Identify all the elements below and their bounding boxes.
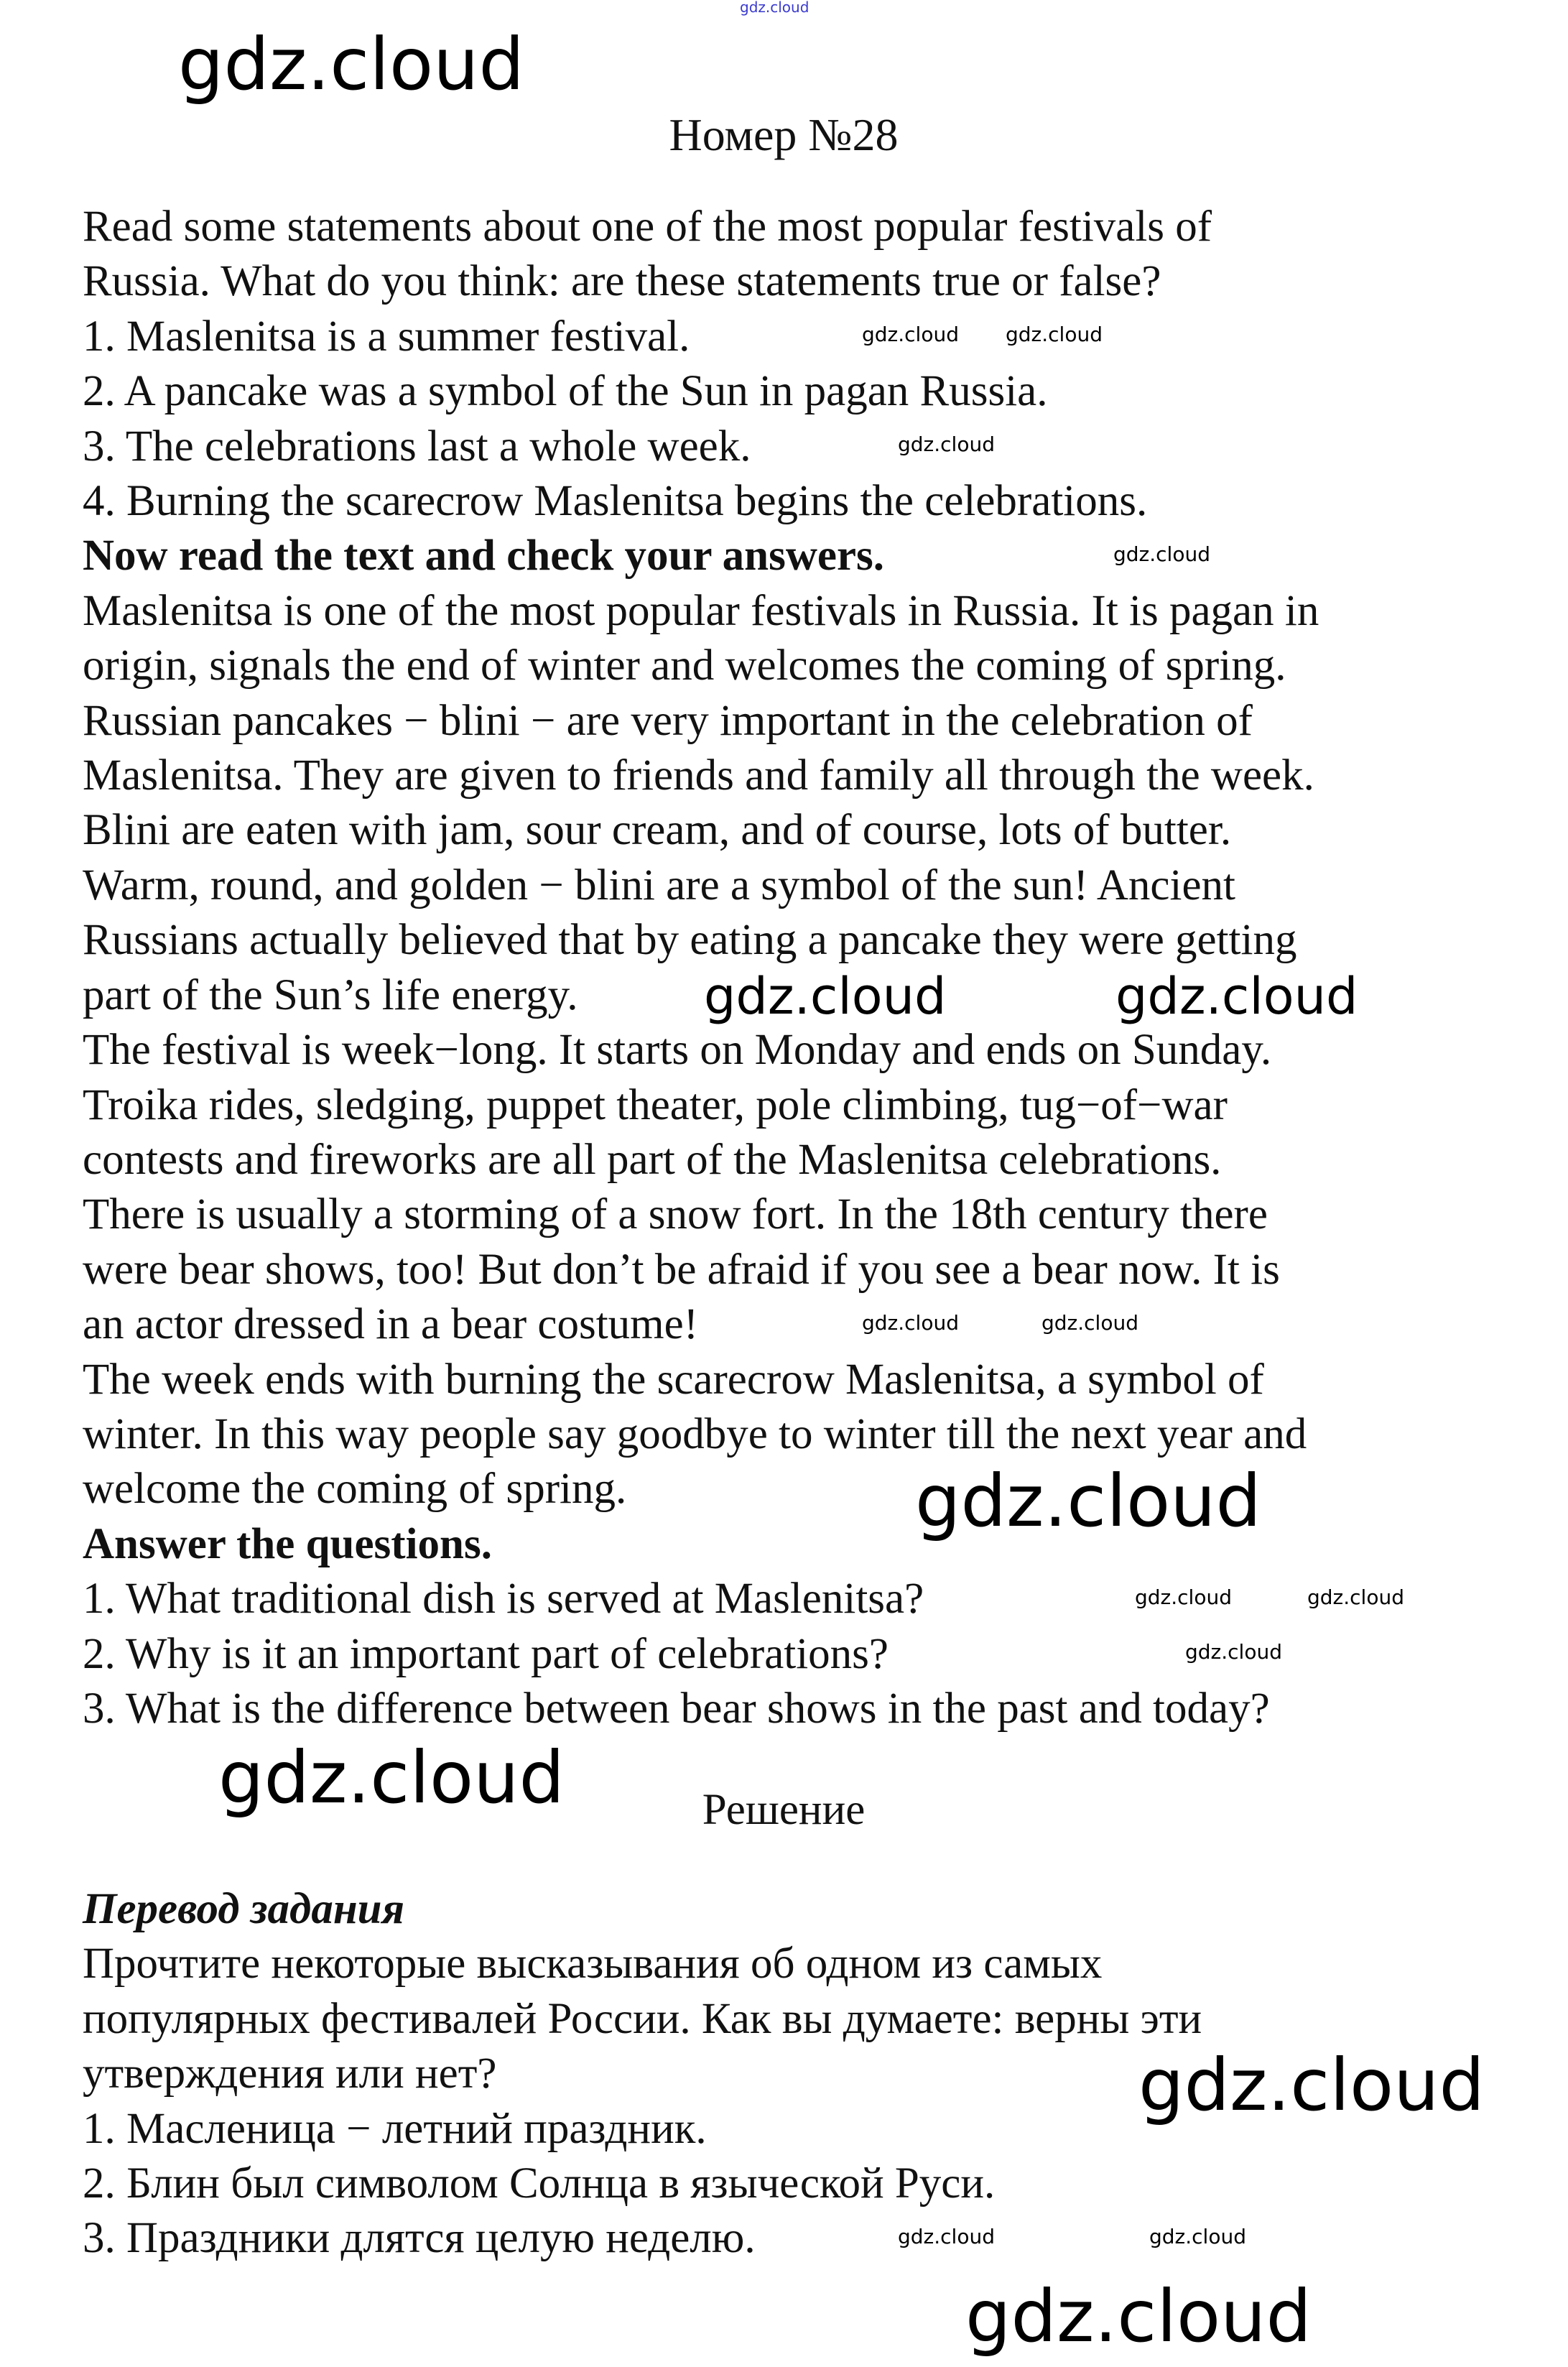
watermark: gdz.cloud [965, 2274, 1312, 2358]
text-line: 3. The celebrations last a whole week. [83, 422, 751, 471]
watermark: gdz.cloud [218, 1736, 565, 1820]
watermark: gdz.cloud [1138, 2043, 1485, 2127]
section-heading: Now read the text and check your answers. [83, 532, 885, 580]
text-line: origin, signals the end of winter and welcomes the coming of spring. [83, 641, 1286, 690]
text-line: 2. A pancake was a symbol of the Sun in pagan Russia. [83, 367, 1048, 416]
text-line: were bear shows, too! But don’t be afraid if you see a bear now. It is [83, 1245, 1280, 1294]
watermark: gdz.cloud [862, 1311, 959, 1335]
text-line: 2. Why is it an important part of celebrations? [83, 1629, 889, 1678]
text-line: 1. Maslenitsa is a summer festival. [83, 312, 690, 361]
watermark: gdz.cloud [1135, 1585, 1232, 1609]
text-line: 3. What is the difference between bear shows in the past and today? [83, 1684, 1270, 1733]
section-heading: Answer the questions. [83, 1519, 492, 1568]
watermark: gdz.cloud [1185, 1640, 1282, 1664]
text-line: welcome the coming of spring. [83, 1465, 627, 1514]
watermark-top: gdz.cloud [740, 0, 809, 16]
watermark: gdz.cloud [1307, 1585, 1404, 1609]
text-line: 1. What traditional dish is served at Maslenitsa? [83, 1575, 924, 1623]
section-heading: Перевод задания [83, 1885, 405, 1933]
watermark: gdz.cloud [704, 967, 947, 1026]
text-line: winter. In this way people say goodbye to winter till the next year and [83, 1409, 1307, 1458]
solution-heading: Решение [702, 1786, 866, 1834]
text-line: part of the Sun’s life energy. [83, 971, 578, 1019]
watermark: gdz.cloud [898, 2225, 995, 2248]
text-line: утверждения или нет? [83, 2049, 497, 2098]
text-line: Blini are eaten with jam, sour cream, and of course, lots of butter. [83, 806, 1232, 855]
text-line: Russia. What do you think: are these statements true or false? [83, 257, 1161, 306]
text-line: Warm, round, and golden − blini are a symbol of the sun! Ancient [83, 861, 1235, 909]
page-title: Номер №28 [669, 109, 899, 160]
watermark: gdz.cloud [898, 432, 995, 456]
watermark: gdz.cloud [1149, 2225, 1246, 2248]
text-line: There is usually a storming of a snow fort. In the 18th century there [83, 1190, 1268, 1239]
watermark: gdz.cloud [1006, 323, 1103, 346]
text-line: Maslenitsa. They are given to friends and family all through the week. [83, 751, 1314, 800]
watermark: gdz.cloud [1115, 967, 1358, 1026]
text-line: Troika rides, sledging, puppet theater, pole climbing, tug−of−war [83, 1080, 1228, 1129]
text-line: Read some statements about one of the most popular festivals of [83, 203, 1212, 251]
text-line: 4. Burning the scarecrow Maslenitsa begins the celebrations. [83, 477, 1148, 526]
watermark: gdz.cloud [915, 1459, 1262, 1543]
text-line: Maslenitsa is one of the most popular festivals in Russia. It is pagan in [83, 586, 1319, 635]
text-line: Russians actually believed that by eating a pancake they were getting [83, 916, 1297, 965]
watermark: gdz.cloud [1042, 1311, 1138, 1335]
text-line: популярных фестивалей России. Как вы думаете: верны эти [83, 1994, 1202, 2043]
watermark: gdz.cloud [1113, 542, 1210, 566]
watermark: gdz.cloud [178, 22, 525, 106]
text-line: contests and fireworks are all part of the Maslenitsa celebrations. [83, 1135, 1222, 1184]
watermark: gdz.cloud [862, 323, 959, 346]
text-line: 1. Масленица − летний праздник. [83, 2104, 707, 2153]
text-line: The festival is week−long. It starts on Monday and ends on Sunday. [83, 1026, 1272, 1075]
text-line: Прочтите некоторые высказывания об одном из самых [83, 1940, 1103, 1988]
text-line: 2. Блин был символом Солнца в языческой Руси. [83, 2159, 996, 2208]
text-line: The week ends with burning the scarecrow Maslenitsa, a symbol of [83, 1355, 1264, 1404]
text-line: 3. Праздники длятся целую неделю. [83, 2214, 756, 2263]
text-line: Russian pancakes − blini − are very important in the celebration of [83, 696, 1253, 745]
text-line: an actor dressed in a bear costume! [83, 1300, 699, 1349]
